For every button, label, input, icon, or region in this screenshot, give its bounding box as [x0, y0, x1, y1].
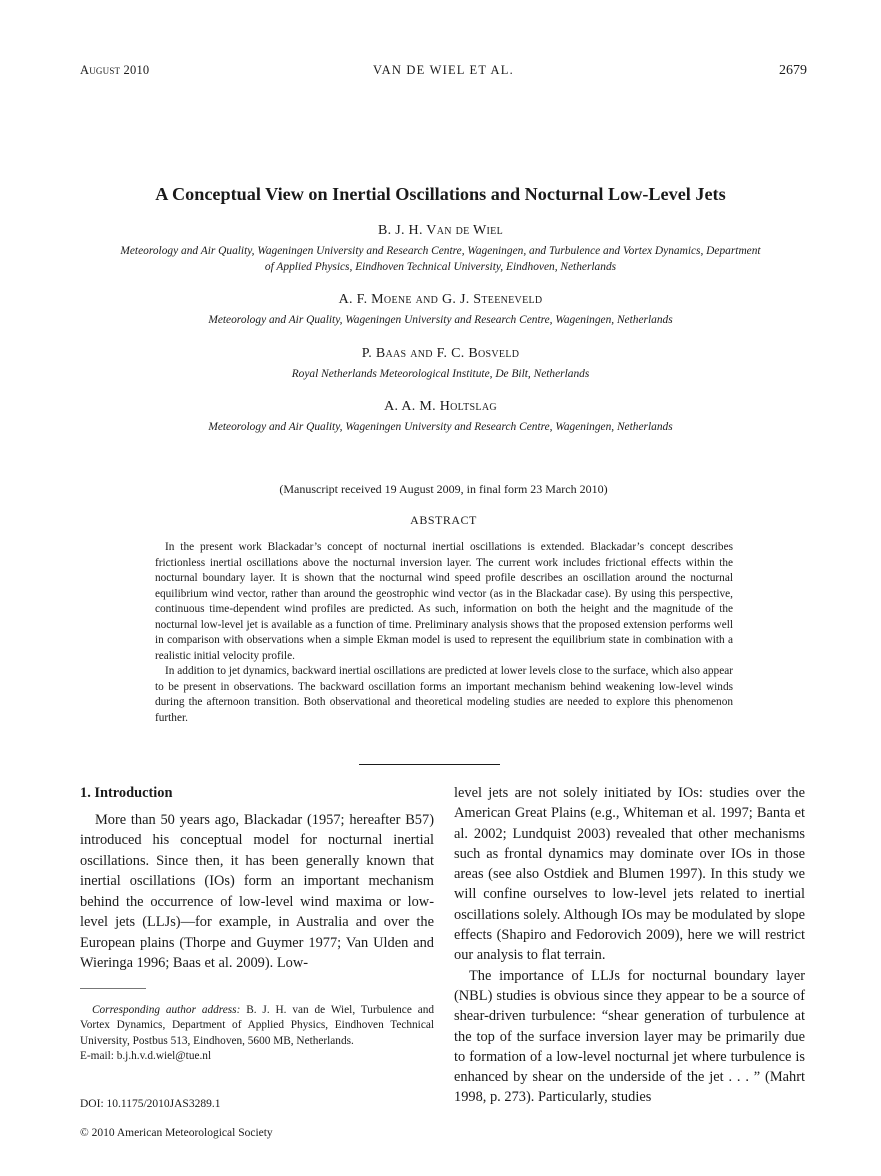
body-paragraph: More than 50 years ago, Blackadar (1957; hereafter B57) introduced his conceptual model for nocturnal inertial oscillations. Since then, it has been generally known that inertial oscillations (IOs) form an important mechanism behind the occurrence of low-level wind maxima or low-level jets (LLJs)—for example, in Australia and over the European plains (Thorpe and Guymer 1977; Van Ulden and Wieringa 1996; Baas et al. 2009). Low- [80, 811, 434, 971]
doi: DOI: 10.1175/2010JAS3289.1 [80, 1098, 221, 1110]
page-number: 2679 [779, 63, 807, 78]
author-block [120, 394, 761, 436]
author-affiliation: Meteorology and Air Quality, Wageningen University and Research Centre, Wageningen, Netherlands [208, 314, 673, 326]
footnote-label: Corresponding author address: [92, 1004, 241, 1016]
section-heading-introduction: 1. Introduction [80, 785, 173, 801]
author-names: A. F. Moene and G. J. Steeneveld [338, 292, 543, 307]
body-paragraph: The importance of LLJs for nocturnal boundary layer (NBL) studies is obvious since they appear to be a source of shear-driven turbulence: “shear generation of turbulence at the top of the surface inversion layer may be primarily due to formation of a low-level nocturnal jet where turbulence is enhanced by shear on the underside of the jet . . . ” (Mahrt 1998, p. 273). Particularly, studies [454, 967, 805, 1106]
corresponding-author-footnote [80, 1003, 434, 1064]
abstract-paragraph: In the present work Blackadar’s concept of nocturnal inertial oscillations is extended. Blackadar’s concept describes frictionless inertial oscillations above the nocturnal inversion layer. The current work includes frictional effects within the nocturnal boundary layer. It is shown that the nocturnal wind speed profile describes an oscillation around the nocturnal equilibrium wind vector, rather than around the geostrophic wind vector (as in the Blackadar case). By using this perspective, continuous time-dependent wind profiles are predicted. As such, information on both the height and the magnitude of the nocturnal low-level jet is available as a function of time. Preliminary analysis shows that the proposed extension performs well in comparison with observations when a simple Ekman model is used to represent the equilibrium state in combination with a realistic initial velocity profile. [155, 541, 733, 662]
author-names: A. A. M. Holtslag [384, 399, 497, 414]
paper-title: A Conceptual View on Inertial Oscillations and Nocturnal Low-Level Jets [155, 184, 726, 204]
copyright: © 2010 American Meteorological Society [80, 1127, 273, 1139]
author-block [120, 287, 761, 329]
abstract [155, 540, 733, 726]
author-affiliation: Meteorology and Air Quality, Wageningen University and Research Centre, Wageningen, Netherlands [208, 421, 673, 433]
footnote-address [80, 1003, 434, 1049]
author-list [120, 218, 761, 448]
left-column [80, 783, 434, 974]
body-paragraph: level jets are not solely initiated by IOs: studies over the American Great Plains (e.g., Whiteman et al. 1997; Banta et al. 2002; Lundquist 2003) revealed that other mechanisms such as frontal dynamics may dominate over IOs in those areas (see also Ostdiek and Blumen 1997). In this study we will confine ourselves to low-level jets related to inertial oscillations solely. Although IOs may be modulated by slope effects (Shapiro and Fedorovich 2009), here we will restrict our analysis to flat terrain. [454, 785, 805, 964]
right-column [454, 783, 805, 1108]
footnote-text: B. J. H. van de Wiel, Turbulence and Vortex Dynamics, Department of Applied Physics, Eindhoven Technical University, Postbus 513, Eindhoven, 5600 MB, Netherlands. [80, 1004, 435, 1047]
author-names: P. Baas and F. C. Bosveld [361, 345, 520, 361]
manuscript-dates: (Manuscript received 19 August 2009, in final form 23 March 2010) [279, 482, 608, 496]
footnote-rule [80, 988, 146, 989]
abstract-heading: ABSTRACT [410, 513, 477, 527]
section-divider [359, 764, 500, 765]
author-affiliation: Royal Netherlands Meteorological Institute, De Bilt, Netherlands [291, 367, 590, 380]
author-affiliation: Meteorology and Air Quality, Wageningen University and Research Centre, Wageningen, and Turbulence and Vortex Dynamics, Department of Applied Physics, Eindhoven Technical University, Eindhoven, Netherlands [120, 245, 761, 273]
author-names: B. J. H. Van de Wiel [377, 223, 504, 238]
footnote-email: E-mail: b.j.h.v.d.wiel@tue.nl [80, 1049, 212, 1062]
author-block [120, 218, 761, 275]
running-head [80, 63, 807, 81]
running-head-authors: VAN DE WIEL ET AL. [373, 63, 514, 77]
running-head-date: August 2010 [80, 63, 150, 77]
author-block [120, 341, 761, 383]
abstract-paragraph: In addition to jet dynamics, backward inertial oscillations are predicted at lower levels close to the surface, which also appear to be present in observations. The backward oscillation forms an important mechanism behind weakening low-level winds during the afternoon transition. Both observational and theoretical modeling studies are needed to explore this phenomenon further. [155, 665, 733, 724]
